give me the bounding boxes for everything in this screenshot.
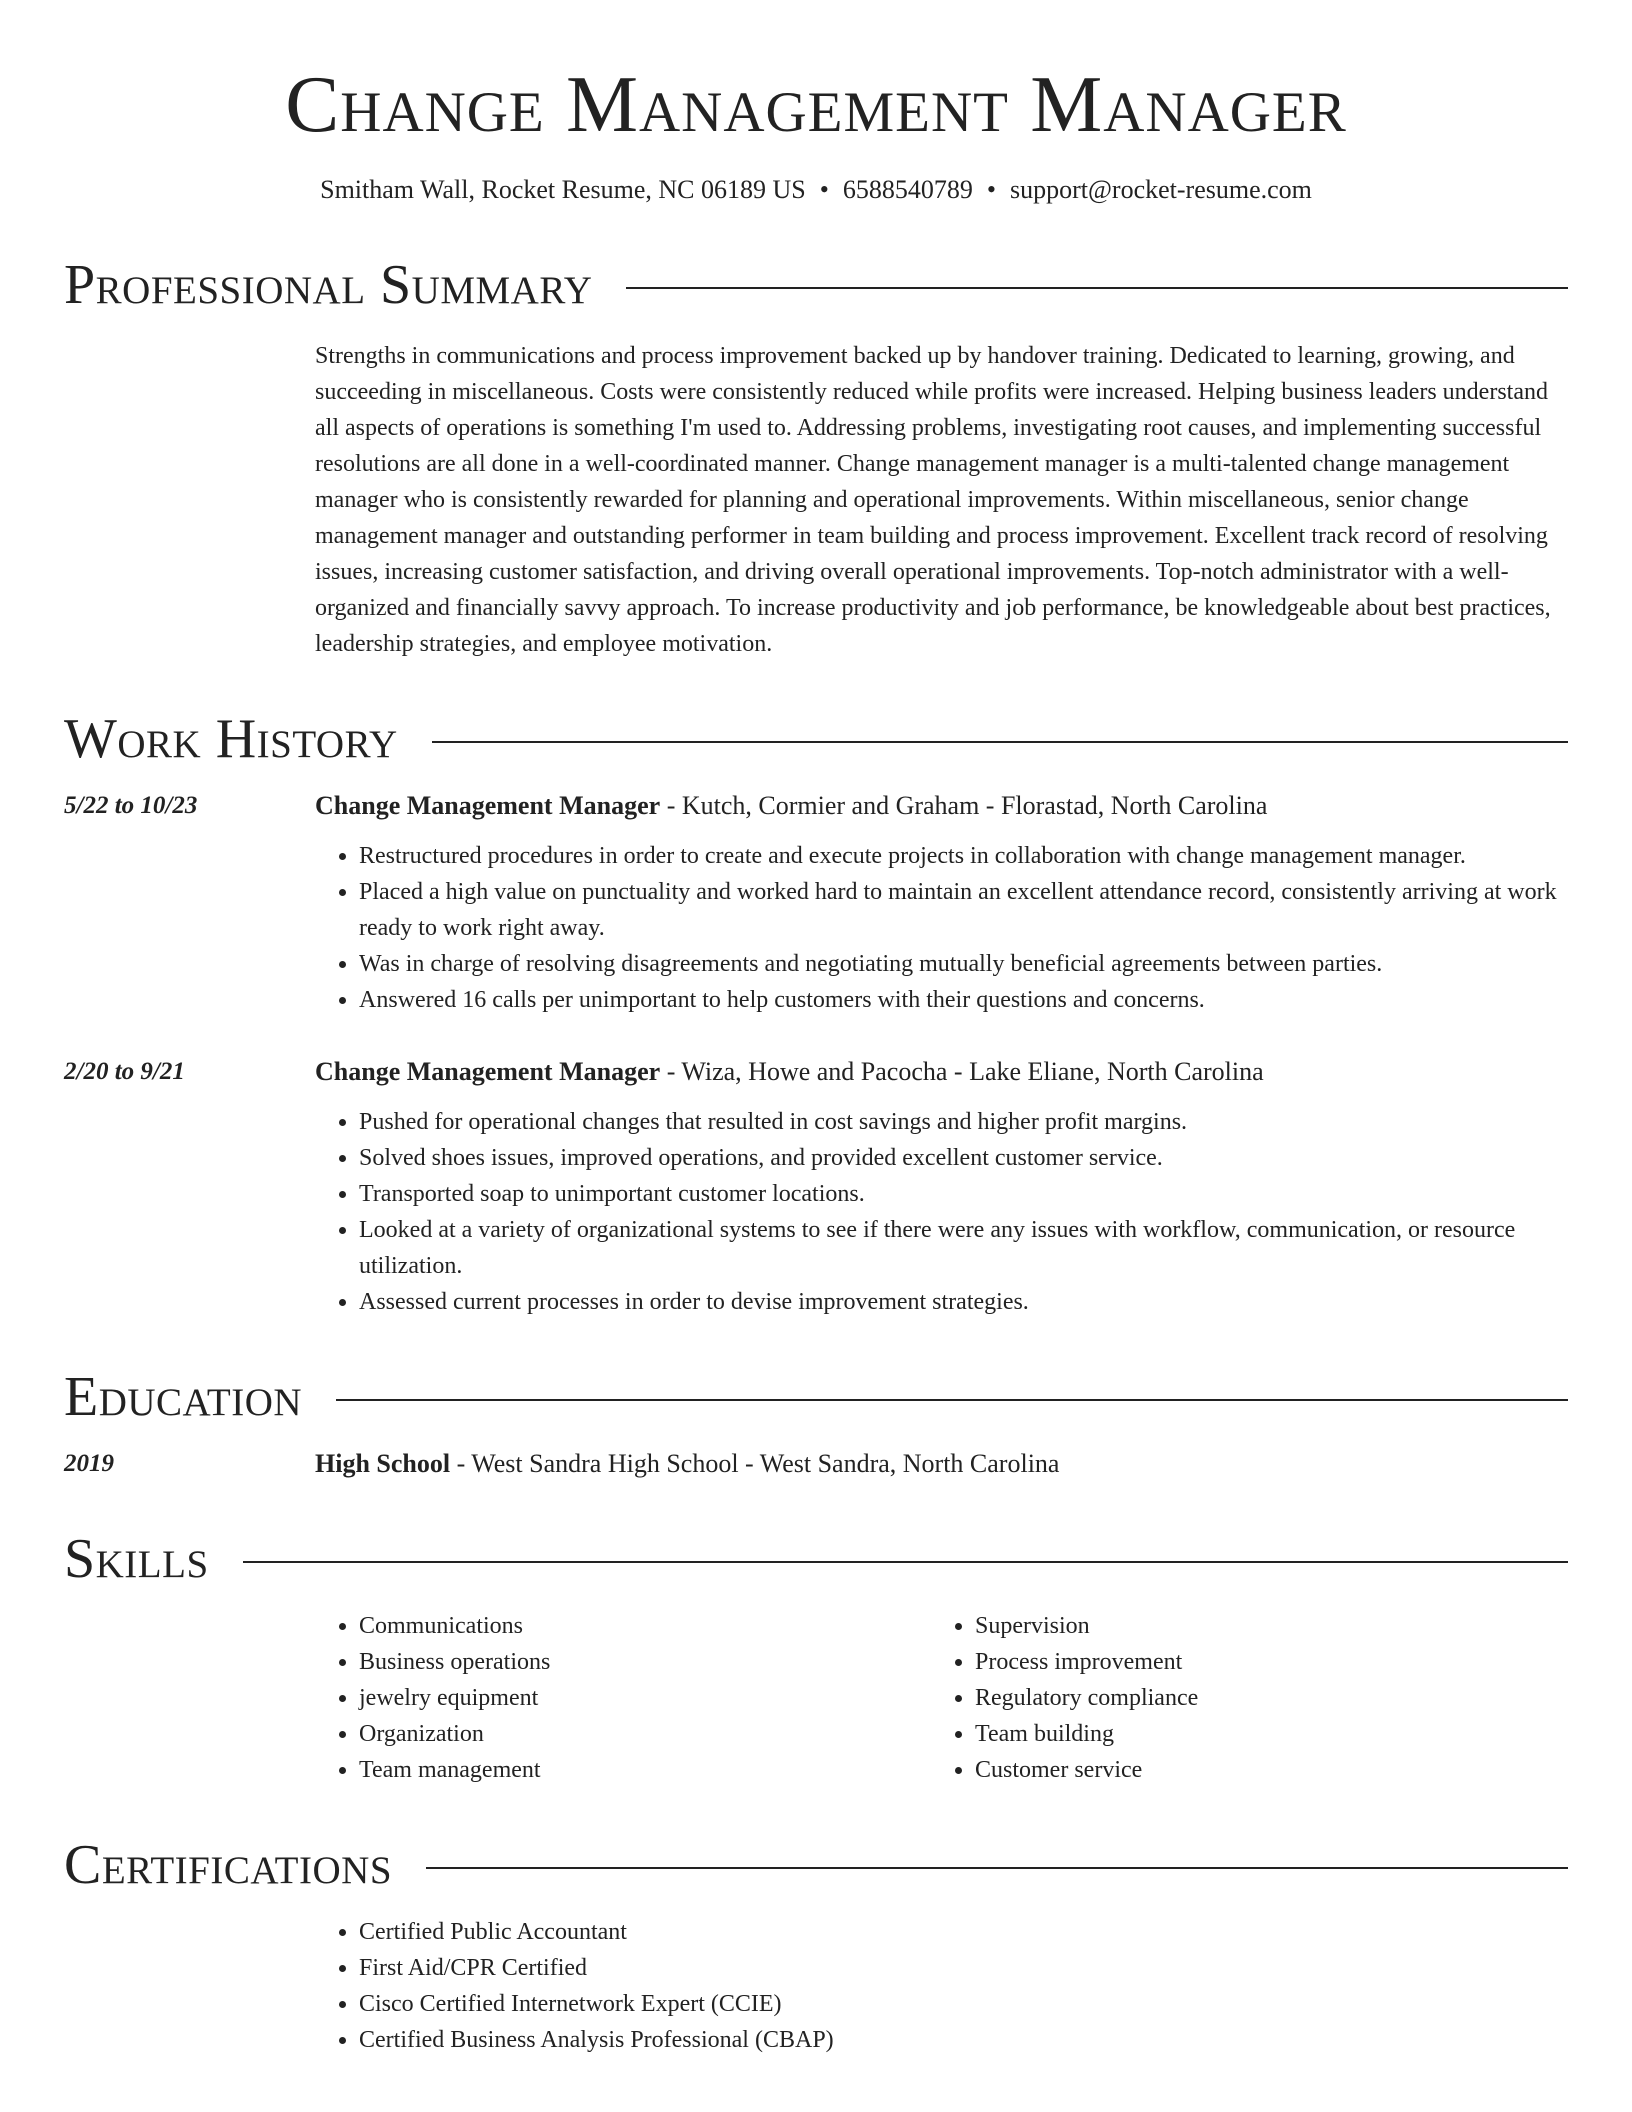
contact-email: support@rocket-resume.com <box>1009 175 1312 204</box>
work-history-list <box>64 788 1568 1320</box>
certifications-section-header <box>64 1832 1568 1898</box>
contact-line <box>64 172 1568 208</box>
skill-item: • Team management <box>359 1752 931 1788</box>
work-section-header <box>64 706 1568 772</box>
certifications-list <box>315 1914 1568 2058</box>
job-employer-location: - Wiza, Howe and Pacocha - Lake Eliane, North Carolina <box>660 1057 1264 1086</box>
job-title-line <box>315 788 1568 824</box>
job-entry <box>64 788 1568 1018</box>
resume-page <box>64 0 1568 2058</box>
section-title-work-history: Work History <box>64 708 398 770</box>
contact-separator: • <box>986 175 996 204</box>
job-bullet: • Transported soap to unimportant customer locations. <box>359 1176 1568 1212</box>
job-bullets <box>315 1104 1568 1320</box>
skills-grid <box>315 1608 1568 1788</box>
section-divider <box>426 1867 1568 1869</box>
education-section-header <box>64 1364 1568 1430</box>
education-title-line <box>315 1446 1568 1482</box>
education-year: 2019 <box>64 1450 114 1477</box>
job-bullet: • Assessed current processes in order to devise improvement strategies. <box>359 1284 1568 1320</box>
skill-item: • Customer service <box>975 1752 1547 1788</box>
skill-item: • Business operations <box>359 1644 931 1680</box>
education-entry <box>64 1446 1568 1482</box>
job-bullet: • Solved shoes issues, improved operations, and provided excellent customer service. <box>359 1140 1568 1176</box>
skill-item: • jewelry equipment <box>359 1680 931 1716</box>
skill-item: • Supervision <box>975 1608 1547 1644</box>
section-divider <box>336 1399 1568 1401</box>
skill-item: • Process improvement <box>975 1644 1547 1680</box>
skill-item: • Regulatory compliance <box>975 1680 1547 1716</box>
job-title-line <box>315 1054 1568 1090</box>
job-entry <box>64 1054 1568 1320</box>
education-school-location: - West Sandra High School - West Sandra, North Carolina <box>450 1449 1060 1478</box>
skill-item: • Communications <box>359 1608 931 1644</box>
section-title-certifications: Certifications <box>64 1834 393 1896</box>
job-bullet: • Looked at a variety of organizational systems to see if there were any issues with workflow, communication, or resource utilization. <box>359 1212 1568 1284</box>
skills-section-header <box>64 1526 1568 1592</box>
section-divider <box>626 287 1568 289</box>
skill-item: • Organization <box>359 1716 931 1752</box>
job-bullet: • Answered 16 calls per unimportant to help customers with their questions and concerns. <box>359 982 1568 1018</box>
section-title-education: Education <box>64 1366 303 1428</box>
contact-separator: • <box>819 175 829 204</box>
certification-item: • First Aid/CPR Certified <box>359 1950 1568 1986</box>
contact-phone: 6588540789 <box>842 175 973 204</box>
section-title-summary: Professional Summary <box>64 254 593 316</box>
candidate-name: Change Management Manager <box>285 59 1347 149</box>
section-title-skills: Skills <box>64 1528 209 1590</box>
certification-item: • Certified Public Accountant <box>359 1914 1568 1950</box>
contact-address: Smitham Wall, Rocket Resume, NC 06189 US <box>320 175 806 204</box>
job-title: Change Management Manager <box>315 791 661 820</box>
summary-text: Strengths in communications and process improvement backed up by handover training. Dedicated to learning, growing, and succeeding in miscellaneous. Costs were consistently reduced while profits were increased. Helping business leaders understand all aspects of operations is something I'm used to. Addressing problems, investigating root causes, and implementing successful resolutions are all done in a well-coordinated manner. Change management manager is a multi-talented change management manager who is consistently rewarded for planning and operational improvements. Within miscellaneous, senior change management manager and outstanding performer in team building and process improvement. Excellent track record of resolving issues, increasing customer satisfaction, and driving overall operational improvements. Top-notch administrator with a well-organized and financially savvy approach. To increase productivity and job performance, be knowledgeable about best practices, leadership strategies, and employee motivation. <box>315 343 1551 657</box>
job-bullet: • Pushed for operational changes that resulted in cost savings and higher profit margins. <box>359 1104 1568 1140</box>
job-bullet: • Placed a high value on punctuality and worked hard to maintain an excellent attendance record, consistently arriving at work ready to work right away. <box>359 874 1568 946</box>
job-bullets <box>315 838 1568 1018</box>
education-degree: High School <box>315 1449 451 1478</box>
job-bullet: • Restructured procedures in order to create and execute projects in collaboration with change management manager. <box>359 838 1568 874</box>
section-divider <box>432 741 1568 743</box>
job-bullet: • Was in charge of resolving disagreements and negotiating mutually beneficial agreements between parties. <box>359 946 1568 982</box>
certifications-bullets <box>315 1914 1568 2058</box>
job-details <box>315 1054 1568 1320</box>
summary-section-header <box>64 252 1568 318</box>
certification-item: • Certified Business Analysis Professional (CBAP) <box>359 2022 1568 2058</box>
section-divider <box>243 1561 1568 1563</box>
job-title: Change Management Manager <box>315 1057 661 1086</box>
skills-column-left <box>315 1608 931 1788</box>
job-dates: 2/20 to 9/21 <box>64 1058 185 1085</box>
skill-item: • Team building <box>975 1716 1547 1752</box>
job-dates: 5/22 to 10/23 <box>64 792 198 819</box>
certification-item: • Cisco Certified Internetwork Expert (CCIE) <box>359 1986 1568 2022</box>
education-details <box>315 1446 1568 1482</box>
job-employer-location: - Kutch, Cormier and Graham - Florastad, North Carolina <box>660 791 1268 820</box>
skills-column-right <box>931 1608 1547 1788</box>
job-details <box>315 788 1568 1018</box>
